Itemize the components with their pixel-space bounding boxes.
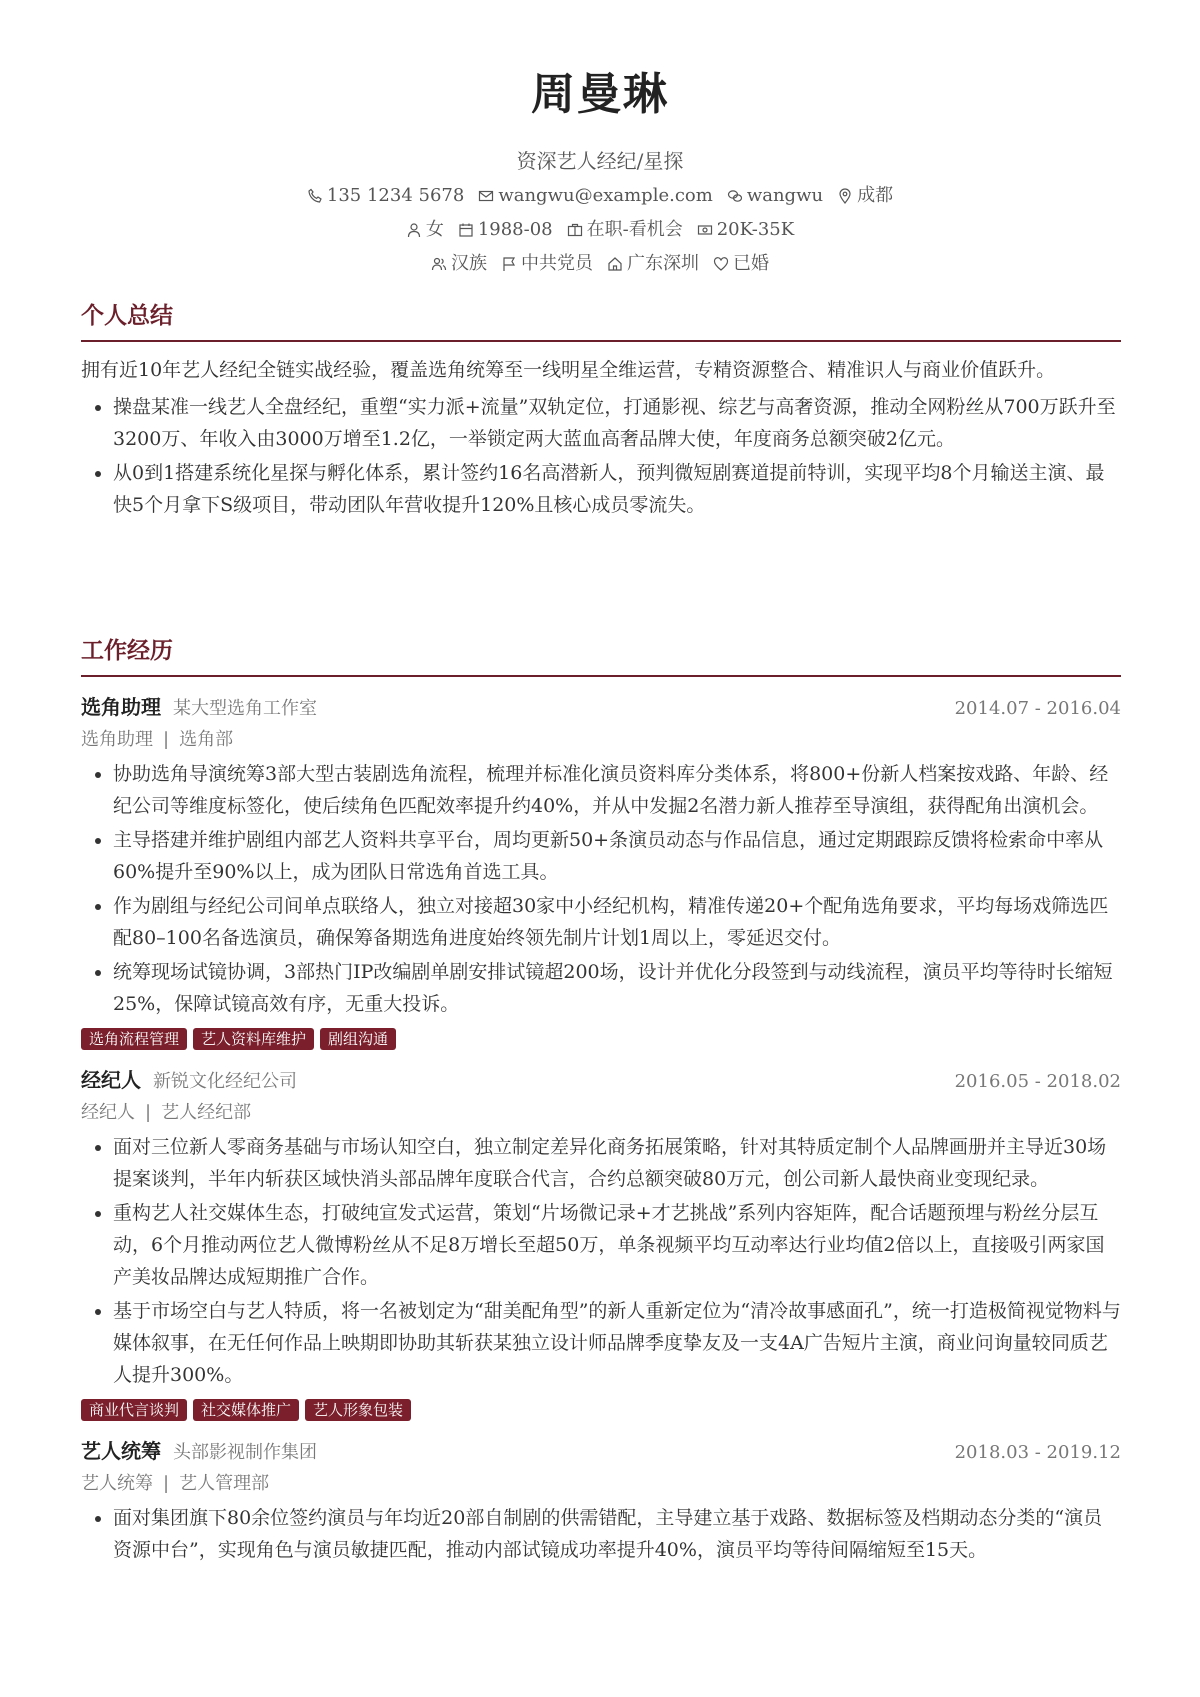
job-date: 2018.03 - 2019.12: [954, 1442, 1121, 1463]
job-role: 选角助理: [81, 695, 161, 719]
phone-icon: [307, 188, 323, 204]
list-item: • 面对三位新人零商务基础与市场认知空白，独立制定差异化商务拓展策略，针对其特质定制个人品牌画册并主导近30场提案谈判，半年内斩获区域快消头部品牌年度联合代言，合约总额突破80万元，创公司新人最快商业变现纪录。: [113, 1131, 1121, 1195]
flag-icon: [501, 256, 517, 272]
resume-header: [0, 60, 1200, 278]
job-position: 经纪人: [81, 1102, 135, 1123]
home-icon: [607, 256, 623, 272]
job-date: 2014.07 - 2016.04: [954, 698, 1121, 719]
skill-tag: 艺人资料库维护: [193, 1028, 314, 1050]
job-company: 头部影视制作集团: [173, 1442, 317, 1463]
skill-tags: [81, 1399, 1121, 1421]
job-date: 2016.05 - 2018.02: [954, 1071, 1121, 1092]
skill-tag: 艺人形象包装: [305, 1399, 411, 1421]
marital-item: 已婚: [713, 250, 769, 278]
section-title-summary: 个人总结: [81, 302, 173, 329]
list-item: • 操盘某准一线艺人全盘经纪，重塑“实力派+流量”双轨定位，打通影视、综艺与高奢资源，推动全网粉丝从700万跃升至3200万、年收入由3000万增至1.2亿，一举锁定两大蓝血高奢品牌大使，年度商务总额突破2亿元。: [113, 391, 1121, 455]
contact-row: [0, 182, 1200, 210]
people-icon: [431, 256, 447, 272]
summary-section: [81, 298, 1121, 523]
mail-icon: [478, 188, 494, 204]
job-company: 新锐文化经纪公司: [153, 1071, 297, 1092]
job-entry: [81, 1435, 1121, 1566]
birth-item: 1988-08: [458, 216, 553, 244]
job-entry: [81, 691, 1121, 1050]
skill-tag: 剧组沟通: [320, 1028, 396, 1050]
job-position: 选角助理: [81, 729, 153, 750]
summary-bullets: [81, 391, 1121, 521]
job-bullets: [81, 758, 1121, 1020]
email-item: wangwu@example.com: [478, 182, 713, 210]
job-bullets: [81, 1502, 1121, 1566]
ethnicity-item: 汉族: [431, 250, 487, 278]
candidate-name: 周曼琳: [531, 69, 669, 120]
job-department: 选角部: [179, 729, 234, 750]
hometown-item: 广东深圳: [607, 250, 699, 278]
salary-icon: [697, 222, 713, 238]
calendar-icon: [458, 222, 474, 238]
location-item: 成都: [837, 182, 893, 210]
summary-intro: 拥有近10年艺人经纪全链实战经验，覆盖选角统筹至一线明星全维运营，专精资源整合、精准识人与商业价值跃升。: [81, 359, 1056, 381]
job-position: 艺人统筹: [81, 1473, 153, 1494]
job-role: 经纪人: [81, 1068, 141, 1092]
skill-tags: [81, 1028, 1121, 1050]
list-item: • 从0到1搭建系统化星探与孵化体系，累计签约16名高潜新人，预判微短剧赛道提前特训，实现平均8个月输送主演、最快5个月拿下S级项目，带动团队年营收提升120%且核心成员零流失。: [113, 457, 1121, 521]
personal-row: [0, 216, 1200, 244]
party-item: 中共党员: [501, 250, 593, 278]
list-item: • 统筹现场试镜协调，3部热门IP改编剧单剧安排试镜超200场，设计并优化分段签到与动线流程，演员平均等待时长缩短25%，保障试镜高效有序，无重大投诉。: [113, 956, 1121, 1020]
job-department: 艺人管理部: [179, 1473, 270, 1494]
user-icon: [406, 222, 422, 238]
list-item: • 协助选角导演统筹3部大型古装剧选角流程，梳理并标准化演员资料库分类体系，将800+份新人档案按戏路、年龄、经纪公司等维度标签化，使后续角色匹配效率提升约40%，并从中发掘2名潜力新人推荐至导演组，获得配角出演机会。: [113, 758, 1121, 822]
job-subtitle: 经纪人 | 艺人经纪部: [81, 1102, 252, 1123]
job-subtitle: 选角助理 | 选角部: [81, 729, 234, 750]
experience-section: [81, 633, 1121, 1568]
gender-item: 女: [406, 216, 444, 244]
job-bullets: [81, 1131, 1121, 1391]
candidate-title: 资深艺人经纪/星探: [516, 149, 684, 173]
skill-tag: 选角流程管理: [81, 1028, 187, 1050]
section-divider: [81, 340, 1121, 342]
list-item: • 基于市场空白与艺人特质，将一名被划定为“甜美配角型”的新人重新定位为“清冷故事感面孔”，统一打造极简视觉物料与媒体叙事，在无任何作品上映期即协助其斩获某独立设计师品牌季度挚友及一支4A广告短片主演，商业问询量较同质艺人提升300%。: [113, 1295, 1121, 1391]
salary-item: 20K-35K: [697, 216, 794, 244]
list-item: • 作为剧组与经纪公司间单点联络人，独立对接超30家中小经纪机构，精准传递20+个配角选角要求，平均每场戏筛选匹配80–100名备选演员，确保筹备期选角进度始终领先制片计划1周以上，零延迟交付。: [113, 890, 1121, 954]
wechat-item: wangwu: [727, 182, 823, 210]
skill-tag: 社交媒体推广: [193, 1399, 299, 1421]
heart-icon: [713, 256, 729, 272]
job-company: 某大型选角工作室: [173, 698, 317, 719]
job-role: 艺人统筹: [81, 1439, 161, 1463]
list-item: • 主导搭建并维护剧组内部艺人资料共享平台，周均更新50+条演员动态与作品信息，通过定期跟踪反馈将检索命中率从60%提升至90%以上，成为团队日常选角首选工具。: [113, 824, 1121, 888]
job-department: 艺人经纪部: [161, 1102, 252, 1123]
skill-tag: 商业代言谈判: [81, 1399, 187, 1421]
wechat-icon: [727, 188, 743, 204]
section-title-experience: 工作经历: [81, 637, 173, 664]
list-item: • 重构艺人社交媒体生态，打破纯宣发式运营，策划“片场微记录+才艺挑战”系列内容矩阵，配合话题预埋与粉丝分层互动，6个月推动两位艺人微博粉丝从不足8万增长至超50万，单条视频平均互动率达行业均值2倍以上，直接吸引两家国产美妆品牌达成短期推广合作。: [113, 1197, 1121, 1293]
extra-row: [0, 250, 1200, 278]
briefcase-icon: [567, 222, 583, 238]
job-subtitle: 艺人统筹 | 艺人管理部: [81, 1473, 270, 1494]
job-entry: [81, 1064, 1121, 1421]
list-item: • 面对集团旗下80余位签约演员与年均近20部自制剧的供需错配，主导建立基于戏路、数据标签及档期动态分类的“演员资源中台”，实现角色与演员敏捷匹配，推动内部试镜成功率提升40%，演员平均等待间隔缩短至15天。: [113, 1502, 1121, 1566]
status-item: 在职-看机会: [567, 216, 683, 244]
section-divider: [81, 675, 1121, 677]
location-icon: [837, 188, 853, 204]
phone-item: 135 1234 5678: [307, 182, 464, 210]
